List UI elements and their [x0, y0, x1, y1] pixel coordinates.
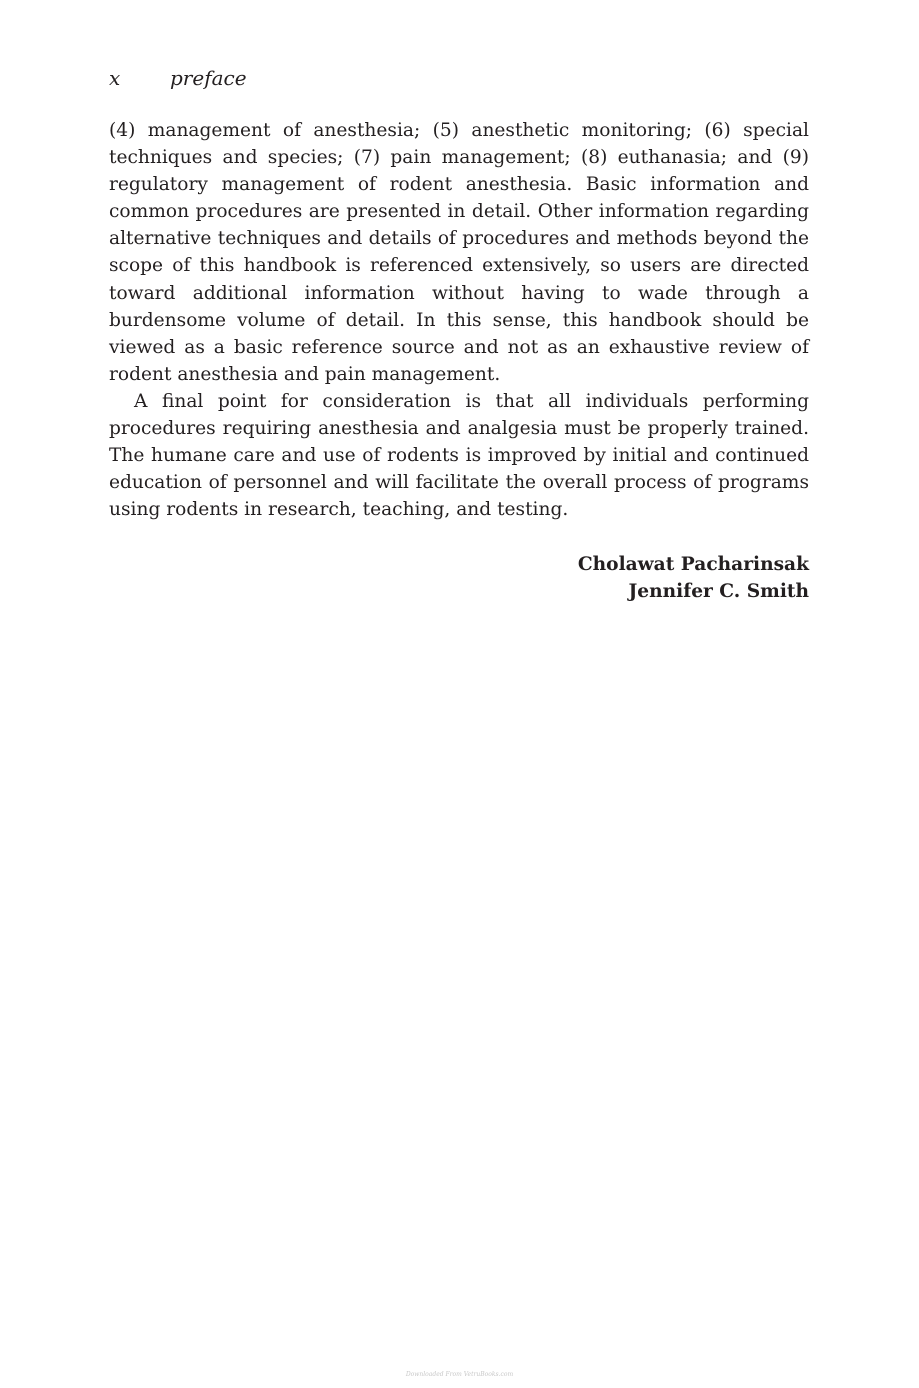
running-head	[109, 64, 247, 92]
paragraph: (4) management of anesthesia; (5) anesthetic monitoring; (6) special techniques and species; (7) pain management; (8) euthanasia; and (9) regulatory management of rodent anesthesia. Basic information and common procedures are presented in detail. Other information regarding alternative techniques and details of procedures and methods beyond the scope of this handbook is referenced extensively, so users are directed toward additional information without having to wade through a burdensome volume of detail. In this sense, this handbook should be viewed as a basic reference source and not as an exhaustive review of rodent anesthesia and pain management.	[109, 120, 809, 385]
author-name: Jennifer C. Smith	[628, 581, 809, 602]
page-number: x	[109, 66, 121, 90]
body-text	[109, 117, 809, 523]
download-watermark: Downloaded From VetruBooks.com	[405, 1371, 514, 1378]
author-signatures	[578, 551, 809, 605]
section-title: preface	[170, 66, 247, 90]
paragraph: A final point for consideration is that all individuals performing procedures requiring anesthesia and analgesia must be properly trained. The humane care and use of rodents is improved by initial and continued education of personnel and will facilitate the overall process of programs using rodents in research, teaching, and testing.	[109, 390, 809, 521]
author-name: Cholawat Pacharinsak	[577, 554, 809, 575]
